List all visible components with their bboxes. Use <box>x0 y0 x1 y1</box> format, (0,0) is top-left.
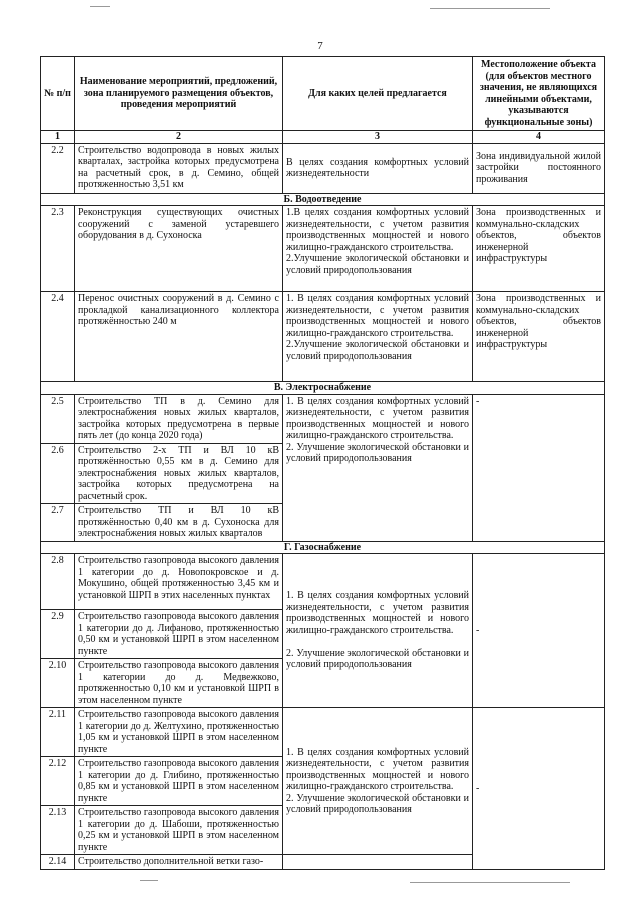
table-row <box>41 206 605 292</box>
row-number: 2.3 <box>41 206 75 292</box>
empty-cell <box>283 855 473 870</box>
table-row <box>41 292 605 382</box>
column-index: 2 <box>75 131 283 144</box>
row-number: 2.11 <box>41 708 75 757</box>
row-number: 2.14 <box>41 855 75 870</box>
scan-artifact <box>140 880 158 881</box>
section-row <box>41 193 605 206</box>
table-row <box>41 143 605 193</box>
scan-artifact <box>410 882 570 883</box>
row-number: 2.7 <box>41 504 75 542</box>
scan-artifact <box>90 6 110 7</box>
measure-location: - <box>473 554 605 708</box>
measure-location: Зона производственных и коммунально-складских объектов, объектов инженерной инфраструктуры <box>473 292 605 382</box>
table-header-row <box>41 57 605 131</box>
measure-name: Строительство дополнительной ветки газо- <box>75 855 283 870</box>
section-title: Б. Водоотведение <box>41 193 605 206</box>
measure-name: Строительство ТП и ВЛ 10 кВ протяжённостью 0,40 км в д. Сухоноска для электроснабжения новых жилых кварталов <box>75 504 283 542</box>
measure-name: Строительство газопровода высокого давления 1 категории до д. Лифаново, протяженностью 0,50 км и установкой ШРП в этом населенном пункте <box>75 610 283 659</box>
measure-name: Строительство газопровода высокого давления 1 категории до д. Глибино, протяженностью 0,85 км и установкой ШРП в этом населенном пункте <box>75 757 283 806</box>
measure-location: - <box>473 708 605 870</box>
section-row <box>41 541 605 554</box>
measure-name: Реконструкция существующих очистных сооружений с заменой устаревшего оборудования в д. Сухоноска <box>75 206 283 292</box>
measure-location: Зона производственных и коммунально-складских объектов, объектов инженерной инфраструктуры <box>473 206 605 292</box>
measure-purpose: 1.В целях создания комфортных условий жизнедеятельности, с учетом развития производственных мощностей и нового жилищно-гражданского строительства. 2.Улучшение экологической обстановки и условий природопользования <box>283 206 473 292</box>
row-number: 2.9 <box>41 610 75 659</box>
measure-name: Строительство газопровода высокого давления 1 категории до д. Шабоши, протяженностью 0,25 км и установкой ШРП в этом населенном пункте <box>75 806 283 855</box>
row-number: 2.2 <box>41 143 75 193</box>
measure-location: - <box>473 394 605 541</box>
row-number: 2.8 <box>41 554 75 610</box>
column-index: 4 <box>473 131 605 144</box>
row-number: 2.10 <box>41 659 75 708</box>
measure-name: Перенос очистных сооружений в д. Семино с прокладкой канализационного коллектора протяжённостью 240 м <box>75 292 283 382</box>
header-name: Наименование мероприятий, предложений, зона планируемого размещения объектов, проведения мероприятий <box>75 57 283 131</box>
header-number: № п/п <box>41 57 75 131</box>
section-row <box>41 382 605 395</box>
measure-name: Строительство ТП в д. Семино для электроснабжения новых жилых кварталов, застройка которых предусмотрена в первые пять лет (до конца 2020 года) <box>75 394 283 443</box>
header-purpose: Для каких целей предлагается <box>283 57 473 131</box>
measure-name: Строительство водопровода в новых жилых кварталах, застройка которых предусмотрена на расчетный срок, в д. Семино, общей протяженностью 3,51 км <box>75 143 283 193</box>
measure-purpose: В целях создания комфортных условий жизнедеятельности <box>283 143 473 193</box>
measure-name: Строительство газопровода высокого давления 1 категории до д. Новопокровское и д. Мокушино, общей протяженностью 3,45 км и установкой ШРП в этих населенных пунктах <box>75 554 283 610</box>
column-index-row <box>41 131 605 144</box>
column-index: 1 <box>41 131 75 144</box>
row-number: 2.12 <box>41 757 75 806</box>
measure-location: Зона индивидуальной жилой застройки постоянного проживания <box>473 143 605 193</box>
measure-name: Строительство газопровода высокого давления 1 категории до д. Медвежково, протяженностью 0,10 км и установкой ШРП в этом населенном пункте <box>75 659 283 708</box>
section-title: В. Электроснабжение <box>41 382 605 395</box>
table-row <box>41 394 605 443</box>
row-number: 2.13 <box>41 806 75 855</box>
row-number: 2.6 <box>41 443 75 504</box>
measure-purpose: 1. В целях создания комфортных условий жизнедеятельности, с учетом развития производственных мощностей и нового жилищно-гражданского строительства. 2. Улучшение экологической обстановки и условий природопользования <box>283 554 473 708</box>
page-number: 7 <box>317 40 323 52</box>
section-title: Г. Газоснабжение <box>41 541 605 554</box>
measure-purpose: 1. В целях создания комфортных условий жизнедеятельности, с учетом развития производственных мощностей и нового жилищно-гражданского строительства. 2.Улучшение экологической обстановки и условий природопользования <box>283 292 473 382</box>
measure-purpose: 1. В целях создания комфортных условий жизнедеятельности, с учетом развития производственных мощностей и нового жилищно-гражданского строительства. 2. Улучшение экологической обстановки и условий природопользования <box>283 394 473 541</box>
measure-purpose: 1. В целях создания комфортных условий жизнедеятельности, с учетом развития производственных мощностей и нового жилищно-гражданского строительства. 2. Улучшение экологической обстановки и условий природопользования <box>283 708 473 855</box>
row-number: 2.5 <box>41 394 75 443</box>
measure-name: Строительство газопровода высокого давления 1 категории до д. Желтухино, протяженностью 1,05 км и установкой ШРП в этом населенном пункте <box>75 708 283 757</box>
scan-artifact <box>430 8 550 9</box>
measure-name: Строительство 2-х ТП и ВЛ 10 кВ протяжённостью 0,55 км в д. Семино для электроснабжения новых жилых кварталов, застройка которых предусмотрена на расчетный срок. <box>75 443 283 504</box>
measures-table <box>40 56 605 870</box>
table-row <box>41 554 605 610</box>
column-index: 3 <box>283 131 473 144</box>
table-row <box>41 708 605 757</box>
header-location: Местоположение объекта (для объектов местного значения, не являющихся линейными объектами, указываются функциональные зоны) <box>473 57 605 131</box>
row-number: 2.4 <box>41 292 75 382</box>
